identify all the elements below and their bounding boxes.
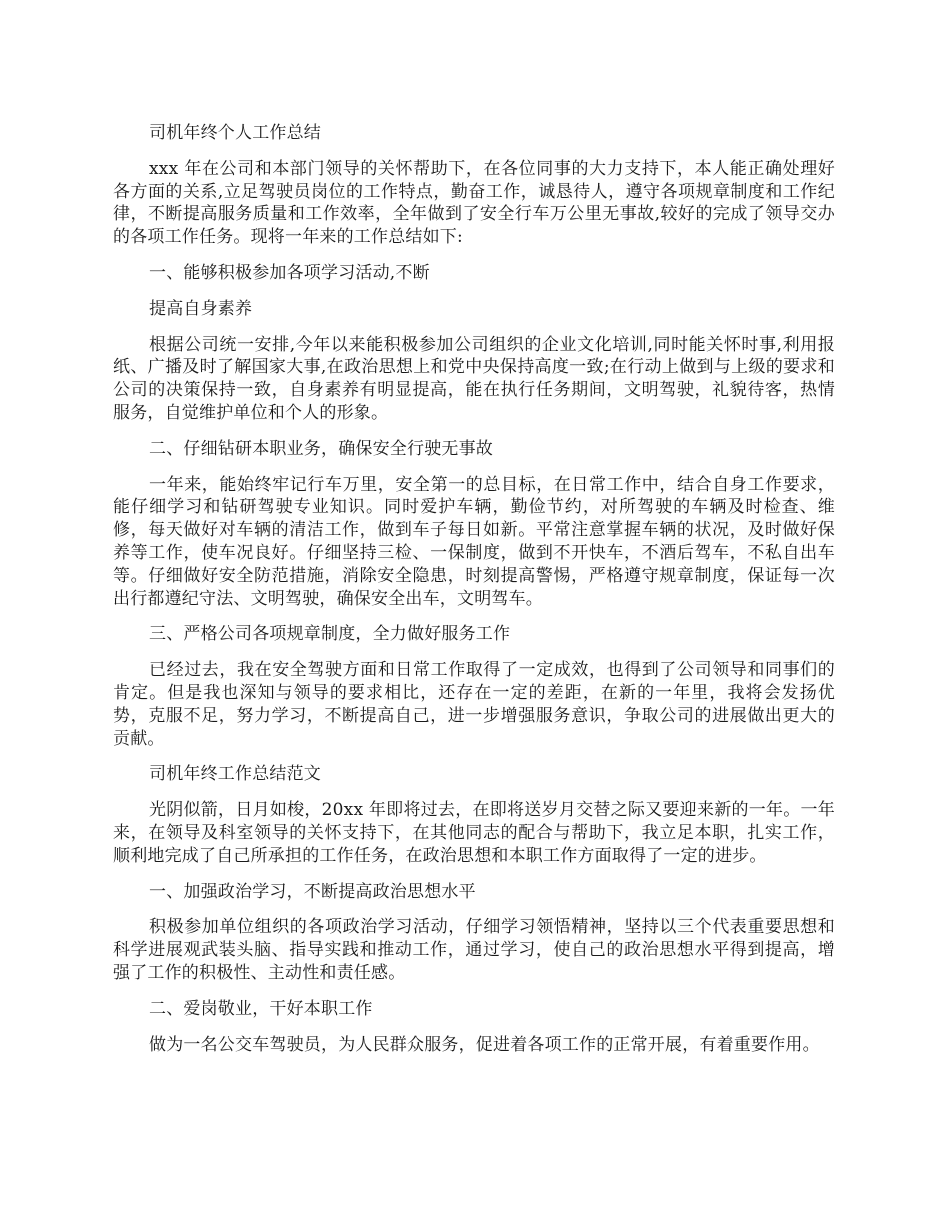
- section-5-paragraph: 做为一名公交车驾驶员，为人民群众服务，促进着各项工作的正常开展，有着重要作用。: [149, 1034, 820, 1055]
- section-heading-1b: 提高自身素养: [149, 298, 253, 319]
- section-1-paragraph: 根据公司统一安排,今年以来能积极参加公司组织的企业文化培训,同时能关怀时事,利用报纸、广播及时了解国家大事,在政治思想上和党中央保持高度一致;在行动上做到与上级的要求和公司的决策保持一致，自身素养有明显提高，能在执行任务期间，文明驾驶，礼貌待客，热情服务，自觉维护单位和个人的形象。: [113, 334, 835, 423]
- intro-paragraph: xxx 年在公司和本部门领导的关怀帮助下，在各位同事的大力支持下，本人能正确处理好各方面的关系,立足驾驶员岗位的工作特点，勤奋工作，诚恳待人，遵守各项规章制度和工作纪律，不断提高服务质量和工作效率，全年做到了安全行车万公里无事故,较好的完成了领导交办的各项工作任务。现将一年来的工作总结如下:: [113, 158, 835, 248]
- intro-paragraph-2: 光阴似箭，日月如梭，20xx 年即将过去，在即将送岁月交替之际又要迎来新的一年。一年来，在领导及科室领导的关怀支持下，在其他同志的配合与帮助下，我立足本职，扎实工作，顺利地完成了自己所承担的工作任务，在政治思想和本职工作方面取得了一定的进步。: [113, 800, 835, 866]
- section-heading-4: 一、加强政治学习，不断提高政治思想水平: [149, 881, 476, 902]
- doc-title-2: 司机年终工作总结范文: [149, 764, 321, 785]
- doc-title: 司机年终个人工作总结: [149, 123, 321, 143]
- section-heading-5: 二、爱岗敬业，干好本职工作: [149, 998, 373, 1019]
- section-heading-1a: 一、能够积极参加各项学习活动,不断: [149, 262, 430, 283]
- section-heading-2: 二、仔细钻研本职业务，确保安全行驶无事故: [149, 438, 493, 459]
- section-2-paragraph: 一年来，能始终牢记行车万里，安全第一的总目标，在日常工作中，结合自身工作要求，能仔细学习和钻研驾驶专业知识。同时爱护车辆，勤俭节约，对所驾驶的车辆及时检查、维修，每天做好对车辆的清洁工作，做到车子每日如新。平常注意掌握车辆的状况，及时做好保养等工作，使车况良好。仔细坚持三检、一保制度，做到不开快车，不酒后驾车，不私自出车等。仔细做好安全防范措施，消除安全隐患，时刻提高警惕，严格遵守规章制度，保证每一次出行都遵纪守法、文明驾驶，确保安全出车，文明驾车。: [113, 474, 835, 609]
- section-4-paragraph: 积极参加单位组织的各项政治学习活动，仔细学习领悟精神，坚持以三个代表重要思想和科学进展观武装头脑、指导实践和推动工作，通过学习，使自己的政治思想水平得到提高，增强了工作的积极性、主动性和责任感。: [113, 917, 835, 983]
- section-3-paragraph: 已经过去，我在安全驾驶方面和日常工作取得了一定成效，也得到了公司领导和同事们的肯定。但是我也深知与领导的要求相比，还存在一定的差距，在新的一年里，我将会发扬优势，克服不足，努力学习，不断提高自己，进一步增强服务意识，争取公司的进展做出更大的贡献。: [113, 660, 835, 749]
- document-body: [113, 122, 835, 1056]
- section-heading-3: 三、严格公司各项规章制度，全力做好服务工作: [149, 624, 511, 645]
